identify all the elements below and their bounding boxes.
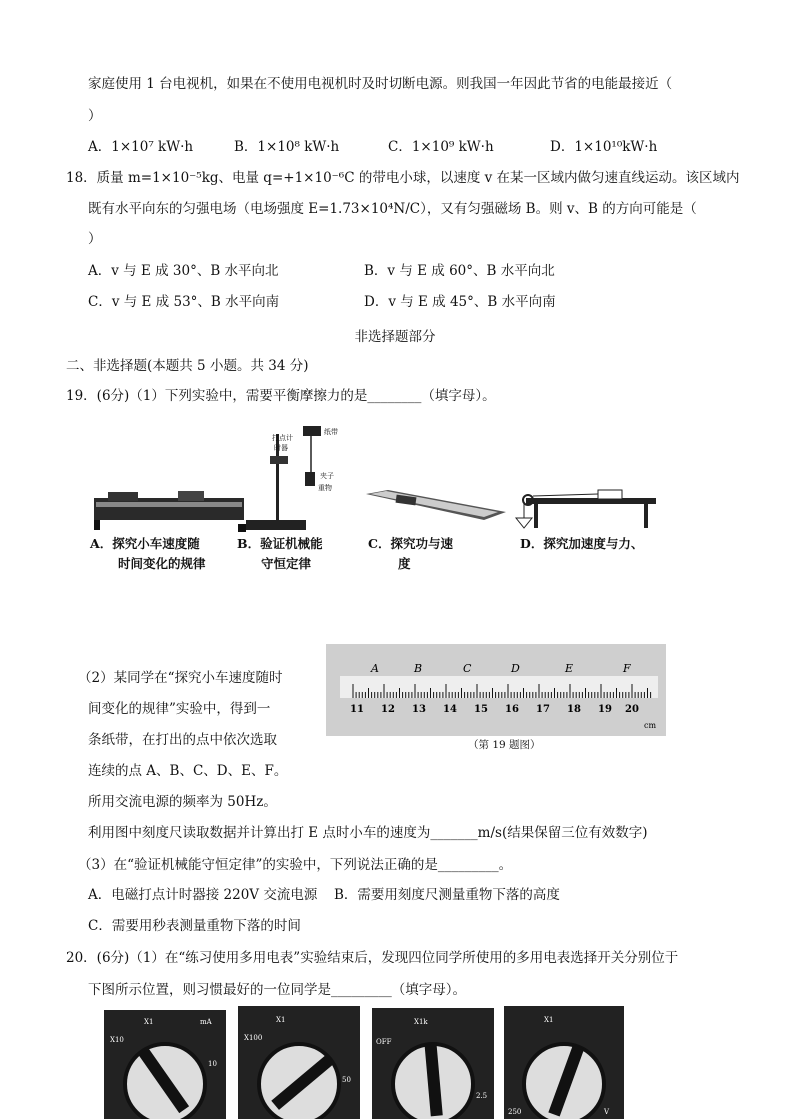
ruler-num: 16 (505, 704, 519, 715)
ruler-num: 13 (412, 704, 426, 715)
figure-a-track (94, 491, 246, 532)
q19-part2-line2: 间变化的规律”实验中，得到一 (88, 701, 271, 717)
caption-a1: A．探究小车速度随 (90, 536, 200, 551)
caption-c1: C．探究功与速 (368, 536, 453, 551)
point-a: A (371, 662, 379, 675)
q17-option-a: A．1×10⁷ kW·h (88, 139, 194, 155)
q19-part2-last: 利用图中刻度尺读取数据并计算出打 E 点时小车的速度为_______m/s(结果保留三位有效数字) (88, 825, 648, 841)
ruler-num: 12 (381, 704, 395, 715)
q17-option-d: D．1×10¹⁰kW·h (550, 139, 658, 155)
label-tape: 纸带 (324, 428, 338, 436)
dial-mark: X1k (414, 1018, 428, 1026)
ruler-num: 20 (625, 704, 639, 715)
point-c: C (463, 662, 472, 675)
caption-b2: 守恒定律 (261, 556, 312, 571)
ruler-figure (326, 644, 666, 736)
label-clip: 夹子 (320, 472, 334, 480)
dial-mark: X1 (144, 1018, 154, 1026)
q18-option-a: A．v 与 E 成 30°、B 水平向北 (88, 263, 279, 279)
q19-part2-line1: （2）某同学在“探究小车速度随时 (78, 670, 283, 686)
dial-mark: 50 (342, 1076, 351, 1084)
point-e: E (565, 662, 574, 675)
dial-mark: 10 (208, 1060, 217, 1068)
q19-part3: （3）在“验证机械能守恒定律”的实验中，下列说法正确的是_________。 (78, 857, 513, 873)
dial-mark: 2.5 (476, 1092, 488, 1100)
ruler-unit: cm (644, 721, 657, 730)
q17-paren: ） (88, 108, 102, 124)
dial-mark: X1 (544, 1016, 554, 1024)
q20-line1: 20．(6分)（1）在“练习使用多用电表”实验结束后，发现四位同学所使用的多用电表选择开关分别位于 (66, 950, 679, 966)
dial-mark: 250 (508, 1108, 522, 1116)
ruler-num: 11 (350, 704, 364, 715)
dial-mark: X1 (276, 1016, 286, 1024)
ruler-num: 14 (443, 704, 457, 715)
q19-part3-option-a: A．电磁打点计时器接 220V 交流电源 (88, 887, 318, 903)
q17-option-c: C．1×10⁹ kW·h (388, 139, 494, 155)
dial-mark: OFF (376, 1038, 392, 1046)
multimeter-figure (104, 1004, 624, 1119)
label-timer-1: 打点计 (272, 434, 293, 442)
q18-option-c: C．v 与 E 成 53°、B 水平向南 (88, 294, 280, 310)
ruler-num: 17 (536, 704, 550, 715)
point-b: B (414, 662, 423, 675)
figure-b-stand (246, 426, 338, 530)
dial-mark: V (604, 1108, 610, 1116)
q19-part1: 19．(6分)（1）下列实验中，需要平衡摩擦力的是________（填字母）。 (66, 388, 496, 404)
q17-text: 家庭使用 1 台电视机，如果在不使用电视机时及时切断电源。则我国一年因此节省的电能最接近（ (88, 76, 673, 92)
point-d: D (511, 662, 520, 675)
experiment-figure (88, 420, 668, 550)
caption-b1: B．验证机械能 (237, 536, 323, 551)
q18-line2: 既有水平向东的匀强电场（电场强度 E=1.73×10⁴N/C），又有匀强磁场 B。则 v、B 的方向可能是（ (88, 201, 697, 217)
ruler-num: 15 (474, 704, 488, 715)
multimeter-a (104, 1010, 226, 1119)
section-title: 非选择题部分 (354, 329, 436, 345)
dial-mark: X100 (244, 1034, 263, 1042)
dial-unit: mA (200, 1018, 212, 1026)
q18-option-d: D．v 与 E 成 45°、B 水平向南 (364, 294, 556, 310)
q19-part2-line3: 条纸带，在打出的点中依次选取 (88, 732, 277, 748)
figure-d-table (516, 490, 656, 528)
caption-c2: 度 (398, 556, 411, 571)
q19-part3-option-c: C．需要用秒表测量重物下落的时间 (88, 918, 301, 934)
section2-heading: 二、非选择题(本题共 5 小题。共 34 分) (66, 358, 309, 374)
figure-19-caption: （第 19 题图） (468, 739, 541, 751)
label-timer-2: 时器 (274, 444, 288, 452)
point-f: F (623, 662, 631, 675)
multimeter-c (372, 1008, 494, 1119)
figure-c-board (366, 490, 506, 520)
q17-option-b: B．1×10⁸ kW·h (234, 139, 340, 155)
q19-part3-option-b: B．需要用刻度尺测量重物下落的高度 (334, 887, 560, 903)
q19-part2-line4: 连续的点 A、B、C、D、E、F。 (88, 763, 288, 779)
ruler-num: 18 (567, 704, 581, 715)
multimeter-b (238, 1006, 360, 1119)
ruler-num: 19 (598, 704, 612, 715)
q20-line2: 下图所示位置，则习惯最好的一位同学是_________（填字母）。 (88, 982, 466, 998)
q18-paren: ） (88, 231, 102, 247)
caption-a2: 时间变化的规律 (118, 556, 206, 571)
q19-part2-line5: 所用交流电源的频率为 50Hz。 (88, 794, 277, 810)
q18-line1: 18．质量 m=1×10⁻⁵kg、电量 q=+1×10⁻⁶C 的带电小球，以速度 v 在某一区域内做匀速直线运动。该区域内 (66, 170, 740, 186)
caption-d1: D．探究加速度与力、 (520, 536, 644, 551)
q18-option-b: B．v 与 E 成 60°、B 水平向北 (364, 263, 555, 279)
dial-mark: X10 (110, 1036, 124, 1044)
multimeter-d (504, 1006, 624, 1119)
label-weight: 重物 (318, 484, 332, 492)
